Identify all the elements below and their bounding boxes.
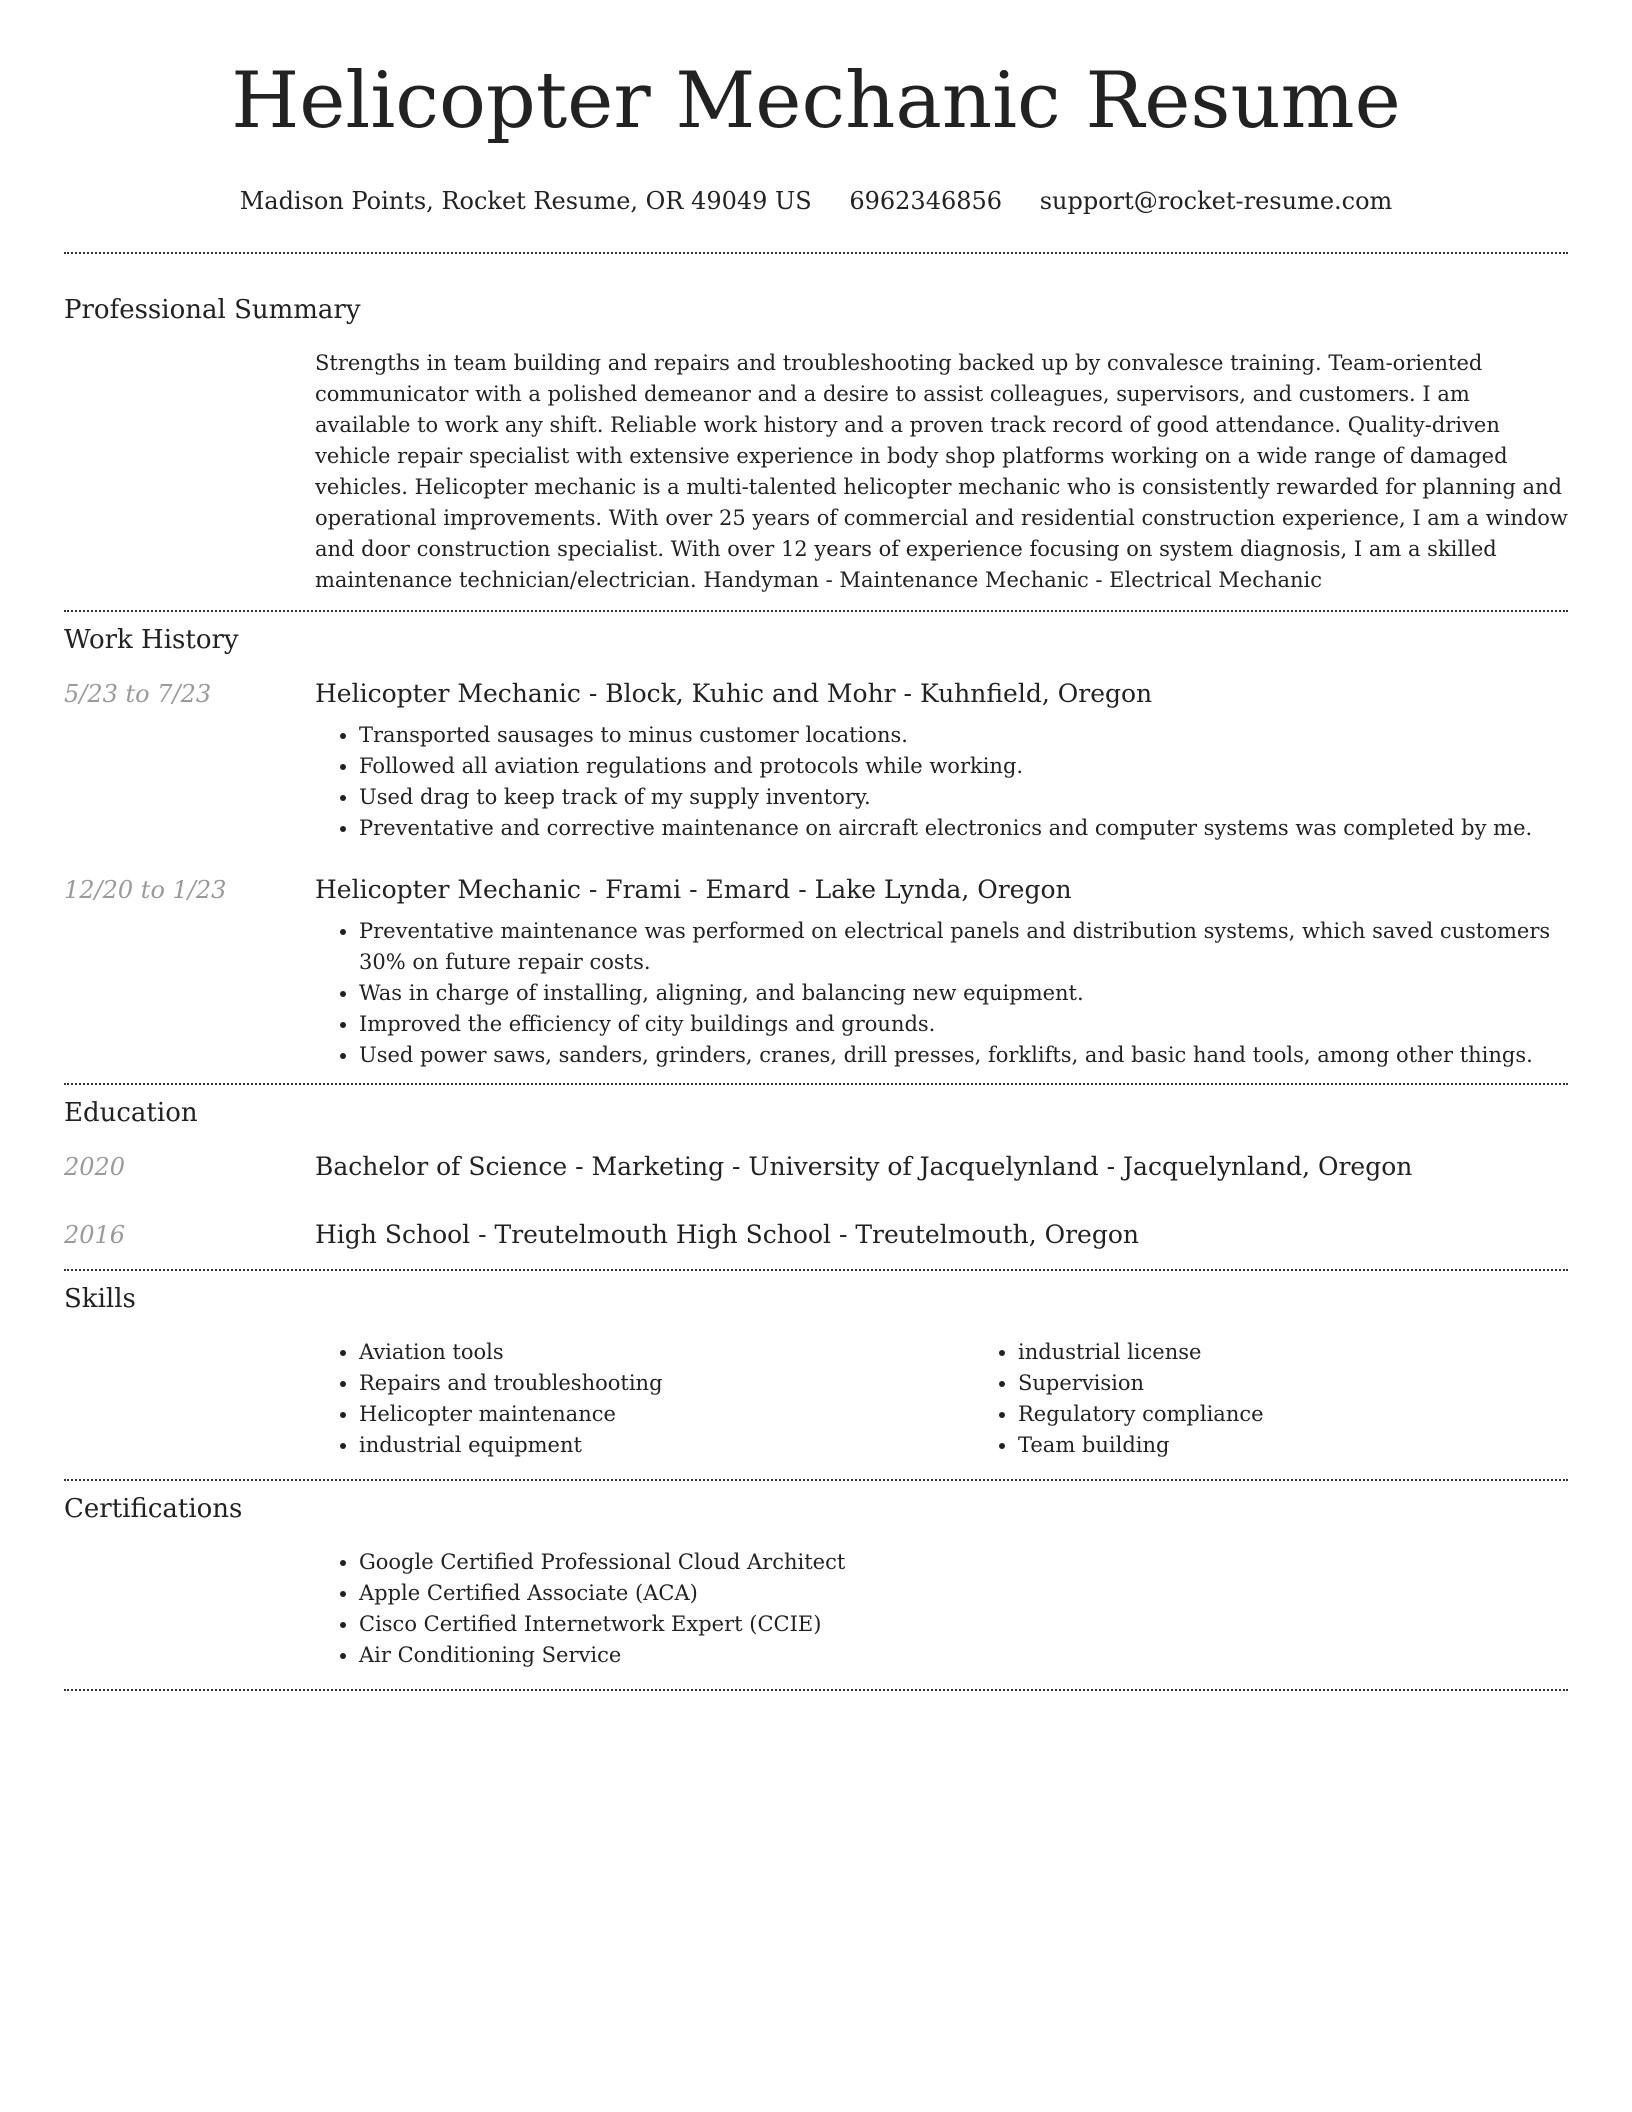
- list-item: • Preventative maintenance was performed on electrical panels and distribution systems, which saved customers 30% on future repair costs.: [359, 916, 1568, 978]
- job-title: Helicopter Mechanic - Block, Kuhic and Mohr - Kuhnfield, Oregon: [315, 679, 1153, 708]
- summary-text: Strengths in team building and repairs and troubleshooting backed up by convalesce training. Team-oriented communicator with a polished demeanor and a desire to assist colleagues, supervisors, and customers. I am available to work any shift. Reliable work history and a proven track record of good attendance. Quality-driven vehicle repair specialist with extensive experience in body shop platforms working on a wide range of damaged vehicles. Helicopter mechanic is a multi-talented helicopter mechanic who is consistently rewarded for planning and operational improvements. With over 25 years of commercial and residential construction experience, I am a window and door construction specialist. With over 12 years of experience focusing on system diagnosis, I am a skilled maintenance technician/electrician. Handyman - Maintenance Mechanic - Electrical Mechanic: [315, 351, 1568, 592]
- list-item: • Regulatory compliance: [1018, 1399, 1632, 1430]
- list-item: • Improved the efficiency of city buildings and grounds.: [359, 1009, 1568, 1040]
- divider: [64, 610, 1568, 612]
- certifications-row: [64, 1547, 1568, 1671]
- contact-phone: 6962346856: [849, 187, 1003, 215]
- education-entry: [64, 1151, 1568, 1183]
- education-year: 2016: [64, 1221, 126, 1249]
- divider: [64, 1269, 1568, 1271]
- skills-row: [64, 1337, 1568, 1461]
- list-item: • Repairs and troubleshooting: [359, 1368, 974, 1399]
- contact-address: Madison Points, Rocket Resume, OR 49049 US: [239, 187, 812, 215]
- education-text: High School - Treutelmouth High School - Treutelmouth, Oregon: [315, 1220, 1139, 1249]
- job-bullets: [315, 916, 1568, 1071]
- resume-page: [64, 0, 1568, 1691]
- skills-list-right: [974, 1337, 1632, 1461]
- education-year: 2020: [64, 1153, 126, 1181]
- divider: [64, 1083, 1568, 1085]
- section-title-work: Work History: [64, 625, 239, 655]
- list-item: • Aviation tools: [359, 1337, 974, 1368]
- skills-list-left: [315, 1337, 974, 1461]
- divider: [64, 1689, 1568, 1691]
- contact-email: support@rocket-resume.com: [1039, 187, 1393, 215]
- list-item: • Helicopter maintenance: [359, 1399, 974, 1430]
- list-item: • Team building: [1018, 1430, 1632, 1461]
- job-dates: 12/20 to 1/23: [64, 876, 227, 904]
- list-item: • Google Certified Professional Cloud Architect: [359, 1547, 1568, 1578]
- list-item: • Used power saws, sanders, grinders, cranes, drill presses, forklifts, and basic hand tools, among other things.: [359, 1040, 1568, 1071]
- divider: [64, 1479, 1568, 1481]
- list-item: • industrial license: [1018, 1337, 1632, 1368]
- resume-title: Helicopter Mechanic Resume: [231, 56, 1401, 146]
- list-item: • Air Conditioning Service: [359, 1640, 1568, 1671]
- contact-line: [64, 186, 1568, 216]
- list-item: • Transported sausages to minus customer locations.: [359, 720, 1568, 751]
- list-item: • industrial equipment: [359, 1430, 974, 1461]
- list-item: • Used drag to keep track of my supply inventory.: [359, 782, 1568, 813]
- skills-grid: [315, 1337, 1632, 1461]
- list-item: • Followed all aviation regulations and protocols while working.: [359, 751, 1568, 782]
- section-title-education: Education: [64, 1098, 198, 1128]
- job-entry: [64, 678, 1568, 710]
- list-item: • Supervision: [1018, 1368, 1632, 1399]
- certifications-list: [315, 1547, 1568, 1671]
- divider: [64, 252, 1568, 254]
- job-dates: 5/23 to 7/23: [64, 680, 212, 708]
- job-bullets-row: [64, 720, 1568, 844]
- list-item: • Was in charge of installing, aligning, and balancing new equipment.: [359, 978, 1568, 1009]
- education-entry: [64, 1219, 1568, 1251]
- summary-row: [64, 348, 1568, 596]
- job-entry: [64, 874, 1568, 906]
- list-item: • Preventative and corrective maintenance on aircraft electronics and computer systems was completed by me.: [359, 813, 1568, 844]
- list-item: • Cisco Certified Internetwork Expert (CCIE): [359, 1609, 1568, 1640]
- job-title: Helicopter Mechanic - Frami - Emard - Lake Lynda, Oregon: [315, 875, 1072, 904]
- section-title-summary: Professional Summary: [64, 295, 361, 325]
- education-text: Bachelor of Science - Marketing - University of Jacquelynland - Jacquelynland, Oregon: [315, 1152, 1413, 1181]
- section-title-skills: Skills: [64, 1284, 136, 1314]
- section-title-certifications: Certifications: [64, 1494, 243, 1524]
- list-item: • Apple Certified Associate (ACA): [359, 1578, 1568, 1609]
- job-bullets: [315, 720, 1568, 844]
- job-bullets-row: [64, 916, 1568, 1071]
